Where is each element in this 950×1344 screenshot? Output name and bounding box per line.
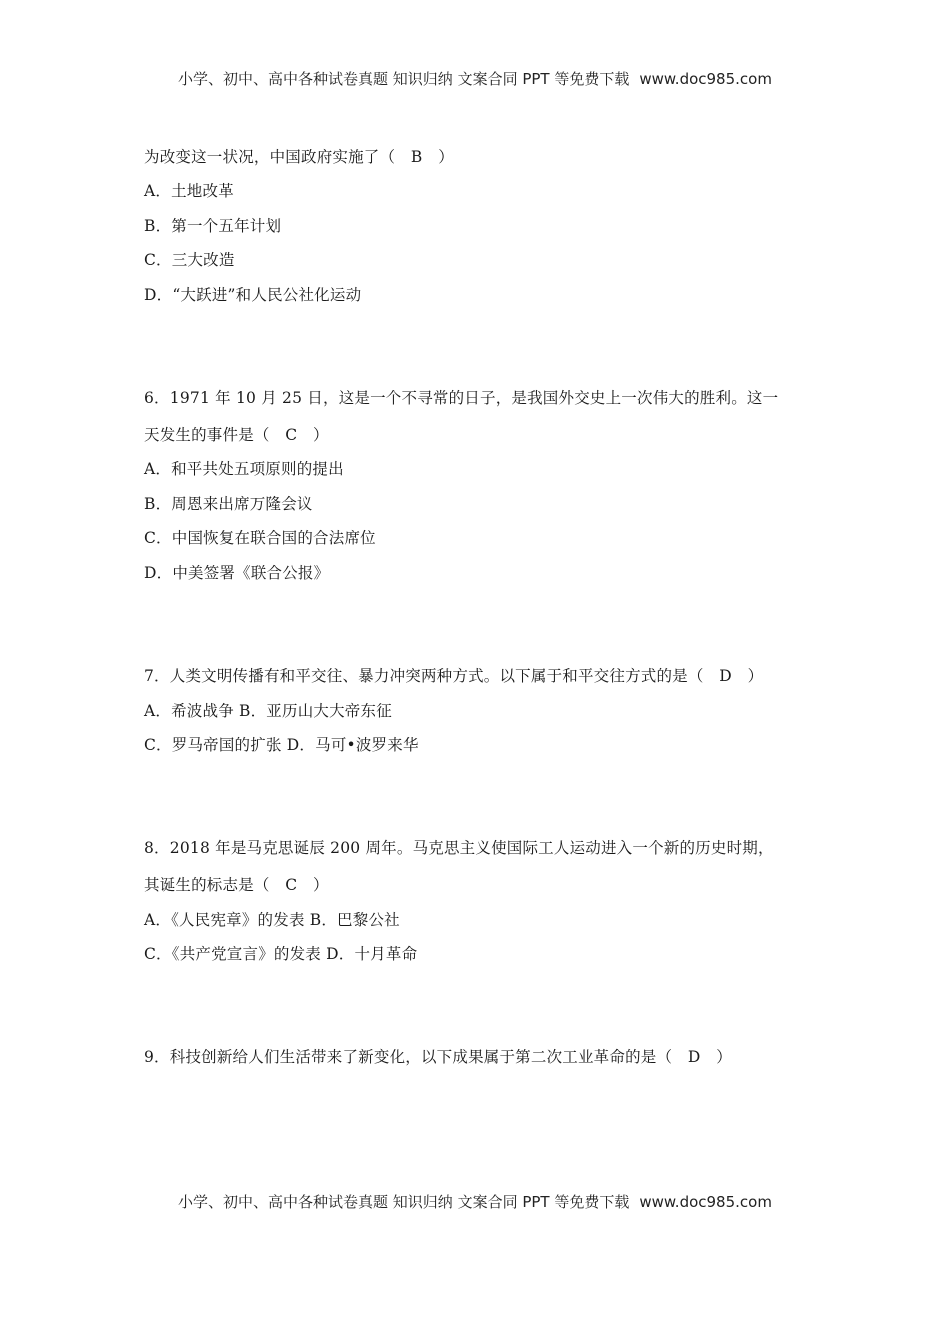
header-url[interactable]: www.doc985.com — [639, 70, 772, 88]
q7-options-line2: C．罗马帝国的扩张 D．马可•波罗来华 — [144, 736, 419, 754]
q6-stem-line2: 天发生的事件是（ C ） — [144, 426, 329, 444]
q6-option-a: A．和平共处五项原则的提出 — [144, 460, 344, 478]
q8-options-line2: C．《共产党宣言》的发表 D．十月革命 — [144, 945, 418, 963]
q8-options-line1: A．《人民宪章》的发表 B．巴黎公社 — [144, 911, 400, 929]
q5-option-c: C．三大改造 — [144, 251, 235, 269]
q9-stem: 9．科技创新给人们生活带来了新变化，以下成果属于第二次工业革命的是（ D ） — [144, 1048, 732, 1066]
q5-option-a: A．土地改革 — [144, 182, 234, 200]
q6-option-c: C．中国恢复在联合国的合法席位 — [144, 529, 376, 547]
q6-stem-line1: 6．1971 年 10 月 25 日，这是一个不寻常的日子，是我国外交史上一次伟大的胜利。这一 — [144, 389, 779, 407]
q6-option-d: D．中美签署《联合公报》 — [144, 564, 330, 582]
q8-stem-line2: 其诞生的标志是（ C ） — [144, 876, 329, 894]
q5-stem: 为改变这一状况，中国政府实施了（ B ） — [144, 148, 454, 166]
page-header — [0, 68, 950, 89]
q7-stem: 7．人类文明传播有和平交往、暴力冲突两种方式。以下属于和平交往方式的是（ D ） — [144, 667, 764, 685]
q7-options-line1: A．希波战争 B．亚历山大大帝东征 — [144, 702, 392, 720]
header-text: 小学、初中、高中各种试卷真题 知识归纳 文案合同 PPT 等免费下载 — [178, 70, 630, 88]
q8-stem-line1: 8．2018 年是马克思诞辰 200 周年。马克思主义使国际工人运动进入一个新的历史时期， — [144, 839, 774, 857]
footer-url[interactable]: www.doc985.com — [639, 1193, 772, 1211]
q5-option-d: D．“大跃进”和人民公社化运动 — [144, 286, 362, 304]
page-footer — [0, 1191, 950, 1212]
q6-option-b: B．周恩来出席万隆会议 — [144, 495, 313, 513]
footer-text: 小学、初中、高中各种试卷真题 知识归纳 文案合同 PPT 等免费下载 — [178, 1193, 630, 1211]
q5-option-b: B．第一个五年计划 — [144, 217, 282, 235]
